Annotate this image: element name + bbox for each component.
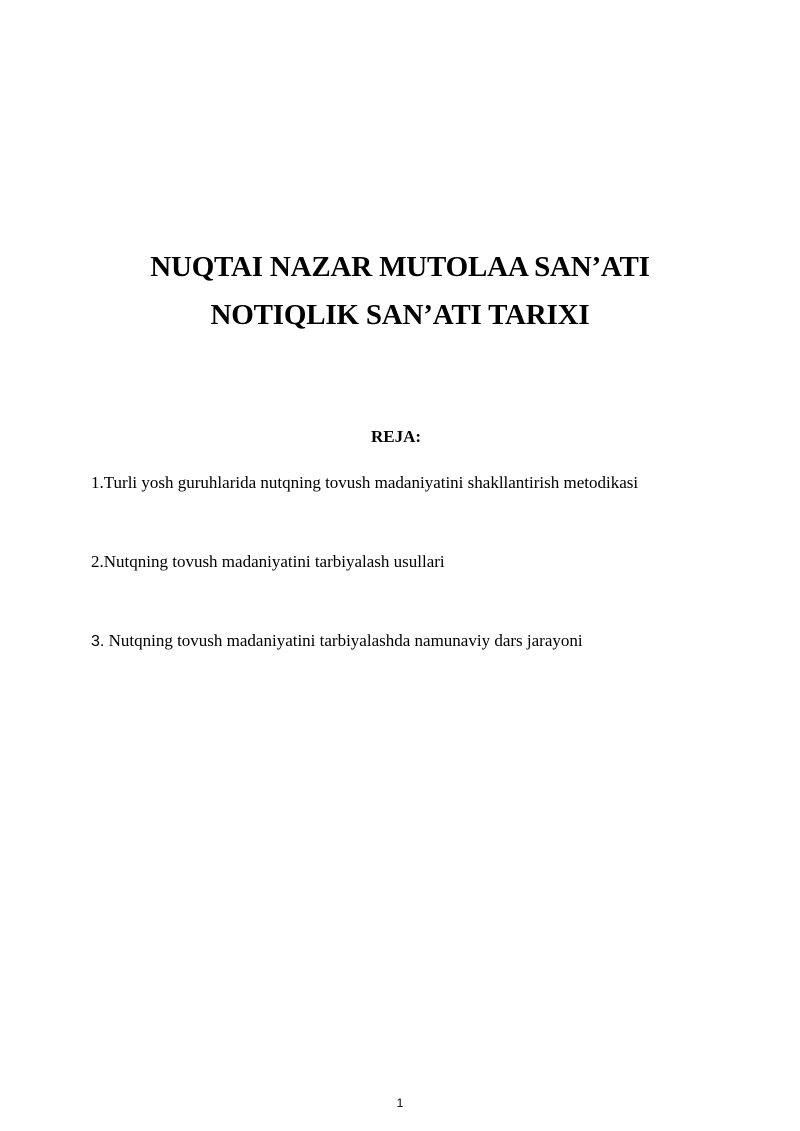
- plan-item-number: 1.: [91, 473, 104, 492]
- plan-item: [91, 552, 445, 572]
- plan-item-text: Nutqning tovush madaniyatini tarbiyalash usullari: [103, 552, 445, 571]
- document-title-line-2: NOTIQLIK SAN’ATI TARIXI: [210, 299, 590, 331]
- page-number: 1: [396, 1096, 404, 1110]
- document-title-line-1: NUQTAI NAZAR MUTOLAA SAN’ATI: [150, 251, 650, 283]
- plan-item: [91, 473, 638, 493]
- plan-item-number: 3.: [91, 633, 105, 650]
- plan-item: [91, 631, 583, 652]
- plan-item-text: Turli yosh guruhlarida nutqning tovush madaniyatini shakllantirish metodikasi: [103, 473, 639, 492]
- plan-heading: REJA:: [370, 427, 422, 446]
- plan-item-number: 2.: [91, 552, 104, 571]
- plan-item-text: Nutqning tovush madaniyatini tarbiyalashda namunaviy dars jarayoni: [104, 631, 583, 650]
